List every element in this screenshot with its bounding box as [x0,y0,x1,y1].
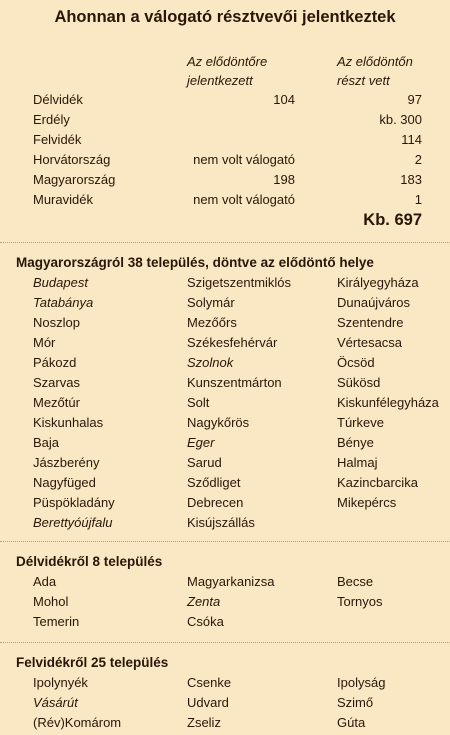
settlement-row [0,295,450,315]
settlement-name: Szigetszentmiklós [187,275,292,290]
settlement-name: Kiskunfélegyháza [337,395,439,410]
region-attended: 97 [407,92,422,107]
settlement-name: Mohol [33,594,69,609]
settlement-name: Sződliget [187,475,241,490]
settlement-name: Szarvas [33,375,80,390]
region-row [0,92,450,112]
divider [0,642,450,644]
settlement-name: Pákozd [33,355,77,370]
settlement-name: Székesfehérvár [187,335,278,350]
settlement-row [0,375,450,395]
settlement-name: Solt [187,395,210,410]
region-row [0,172,450,192]
settlement-name: Szolnok [187,355,234,370]
settlement-name: Túrkeve [337,415,384,430]
settlement-name: Kisújszállás [187,515,255,530]
region-name: Felvidék [33,132,82,147]
settlement-name: Sarud [187,455,222,470]
region-row [0,132,450,152]
region-name: Délvidék [33,92,83,107]
settlement-row [0,395,450,415]
settlement-name: Kunszentmárton [187,375,282,390]
settlement-name: Eger [187,435,215,450]
settlement-name: Halmaj [337,455,378,470]
settlement-name: Öcsöd [337,355,375,370]
settlement-name: Nagykőrös [187,415,250,430]
settlement-name: (Rév)Komárom [33,715,122,730]
region-applied: 104 [273,92,295,107]
settlement-name: Ipolynyék [33,675,88,690]
settlement-row [0,614,450,634]
settlement-row [0,715,450,735]
settlement-name: Mikepércs [337,495,397,510]
settlement-name: Ipolyság [337,675,386,690]
header-attended [337,52,413,90]
region-applied: nem volt válogató [193,192,295,207]
settlement-name: Mezőtúr [33,395,80,410]
settlement-row [0,435,450,455]
region-name: Muravidék [33,192,93,207]
settlement-name: Ada [33,574,57,589]
settlement-name: Királyegyháza [337,275,419,290]
region-attended: kb. 300 [379,112,422,127]
settlement-name: Magyarkanizsa [187,574,275,589]
settlement-name: Kiskunhalas [33,415,104,430]
settlement-name: Dunaújváros [337,295,410,310]
settlement-row [0,495,450,515]
region-row [0,192,450,212]
header-attended-line1: Az elődöntőn [337,54,413,69]
settlement-name: Csóka [187,614,224,629]
settlement-name: Debrecen [187,495,244,510]
region-attended: 183 [400,172,422,187]
section-heading-delvidek: Délvidékről 8 település [16,554,163,569]
settlement-name: Gúta [337,715,366,730]
settlement-row [0,275,450,295]
total-value: Kb. 697 [363,211,422,229]
settlement-name: Szimő [337,695,374,710]
settlement-row [0,355,450,375]
header-applied [187,52,267,90]
settlement-name: Temerin [33,614,80,629]
region-attended: 1 [414,192,422,207]
section-heading-hungary: Magyarországról 38 település, döntve az elődöntő helye [16,255,374,270]
settlement-name: Vásárút [33,695,78,710]
settlement-name: Nagyfüged [33,475,96,490]
region-attended: 114 [401,132,422,147]
settlement-row [0,455,450,475]
settlement-name: Csenke [187,675,232,690]
settlement-name: Berettyóújfalu [33,515,113,530]
divider [0,242,450,244]
region-row [0,152,450,172]
settlement-name: Noszlop [33,315,80,330]
settlement-name: Udvard [187,695,229,710]
section-heading-felvidek: Felvidékről 25 település [16,655,169,670]
settlement-row [0,515,450,535]
settlement-name: Mezőőrs [187,315,237,330]
settlement-row [0,675,450,695]
settlement-name: Vértesacsa [337,335,403,350]
region-applied: 198 [273,172,295,187]
header-applied-line1: Az elődöntőre [187,54,268,69]
settlement-name: Zenta [187,594,221,609]
settlement-name: Szentendre [337,315,404,330]
settlement-name: Kazincbarcika [337,475,418,490]
settlement-name: Zseliz [187,715,221,730]
settlement-name: Jászberény [33,455,100,470]
settlement-name: Solymár [187,295,235,310]
settlement-row [0,695,450,715]
settlement-row [0,335,450,355]
settlement-name: Bénye [337,435,374,450]
settlement-row [0,315,450,335]
settlement-name: Budapest [33,275,88,290]
region-row [0,112,450,132]
settlement-row [0,594,450,614]
region-name: Magyarország [33,172,116,187]
page-title: Ahonnan a válogató résztvevői jelentkeztek [54,8,396,26]
settlement-name: Baja [33,435,60,450]
divider [0,541,450,543]
region-name: Erdély [33,112,70,127]
settlement-name: Tatabánya [33,295,94,310]
region-attended: 2 [414,152,422,167]
region-name: Horvátország [33,152,111,167]
settlement-name: Püspökladány [33,495,115,510]
region-applied: nem volt válogató [193,152,295,167]
settlement-name: Mór [33,335,56,350]
header-applied-line2: jelentkezett [187,73,253,88]
settlement-row [0,574,450,594]
header-attended-line2: részt vett [337,73,390,88]
settlement-row [0,475,450,495]
settlement-name: Tornyos [337,594,383,609]
settlement-name: Sükösd [337,375,381,390]
settlement-row [0,415,450,435]
settlement-name: Becse [337,574,374,589]
